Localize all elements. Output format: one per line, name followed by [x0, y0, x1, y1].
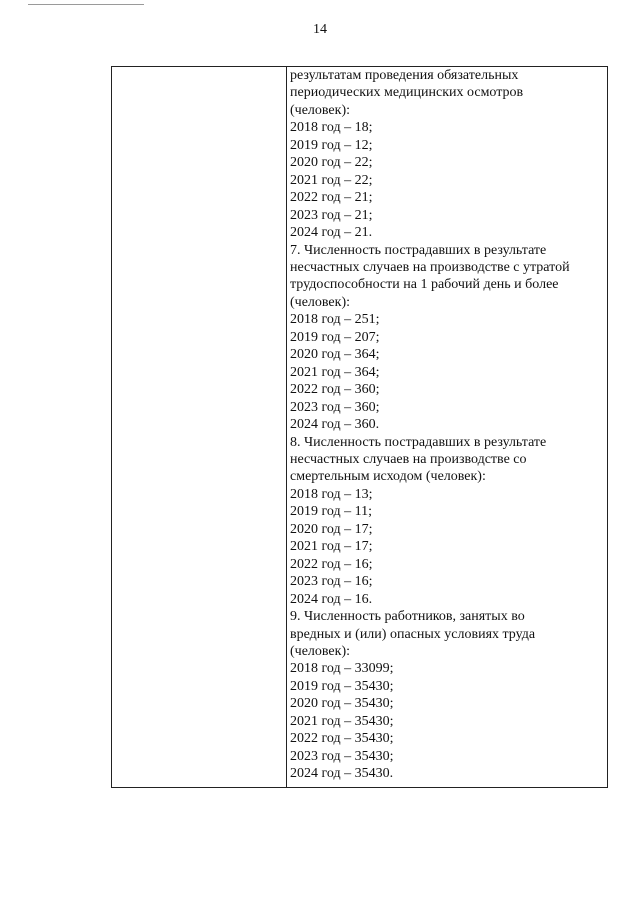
- text-line: 2023 год – 21;: [290, 207, 373, 223]
- table-column-divider: [286, 66, 287, 788]
- text-line: 2024 год – 16.: [290, 591, 373, 607]
- text-line: периодических медицинских осмотров: [290, 85, 524, 101]
- text-line: 2020 год – 35430;: [290, 696, 394, 712]
- text-line: 2023 год – 16;: [290, 574, 373, 590]
- text-line: 2022 год – 360;: [290, 382, 380, 398]
- text-line: 8. Численность пострадавших в результате: [290, 434, 547, 450]
- text-line: несчастных случаев на производстве со: [290, 451, 527, 467]
- text-line: 2023 год – 35430;: [290, 748, 394, 764]
- text-line: 2018 год – 13;: [290, 486, 373, 502]
- text-line: вредных и (или) опасных условиях труда: [290, 626, 536, 642]
- text-line: результатам проведения обязательных: [290, 68, 519, 83]
- table-right-cell: [290, 67, 606, 783]
- text-line: 2019 год – 207;: [290, 329, 380, 345]
- text-line: 7. Численность пострадавших в результате: [290, 242, 547, 258]
- text-line: 9. Численность работников, занятых во: [290, 609, 525, 625]
- text-line: 2020 год – 364;: [290, 347, 380, 363]
- text-line: 2018 год – 33099;: [290, 661, 394, 677]
- text-line: 2022 год – 35430;: [290, 731, 394, 747]
- text-line: 2023 год – 360;: [290, 399, 380, 415]
- table-left-cell: [112, 67, 286, 787]
- text-line: несчастных случаев на производстве с утратой: [290, 259, 570, 275]
- text-line: 2019 год – 12;: [290, 137, 373, 153]
- text-line: 2024 год – 35430.: [290, 766, 394, 782]
- text-line: 2021 год – 22;: [290, 172, 373, 188]
- text-line: (человек):: [290, 102, 350, 118]
- scan-artifact-line: [28, 4, 144, 5]
- text-line: 2024 год – 21.: [290, 225, 373, 241]
- text-line: смертельным исходом (человек):: [290, 469, 486, 485]
- text-line: 2018 год – 251;: [290, 312, 380, 328]
- text-line: 2021 год – 35430;: [290, 713, 394, 729]
- text-line: 2019 год – 11;: [290, 504, 372, 520]
- text-line: 2020 год – 17;: [290, 521, 373, 537]
- text-line: 2019 год – 35430;: [290, 678, 394, 694]
- text-line: (человек):: [290, 643, 350, 659]
- text-line: 2022 год – 16;: [290, 556, 373, 572]
- text-line: трудоспособности на 1 рабочий день и более: [290, 277, 559, 293]
- text-line: 2018 год – 18;: [290, 120, 373, 136]
- text-line: 2024 год – 360.: [290, 417, 380, 433]
- text-line: 2020 год – 22;: [290, 155, 373, 171]
- text-line: 2022 год – 21;: [290, 190, 373, 206]
- text-line: (человек):: [290, 294, 350, 310]
- text-line: 2021 год – 17;: [290, 539, 373, 555]
- page-number: 14: [313, 22, 327, 37]
- text-line: 2021 год – 364;: [290, 364, 380, 380]
